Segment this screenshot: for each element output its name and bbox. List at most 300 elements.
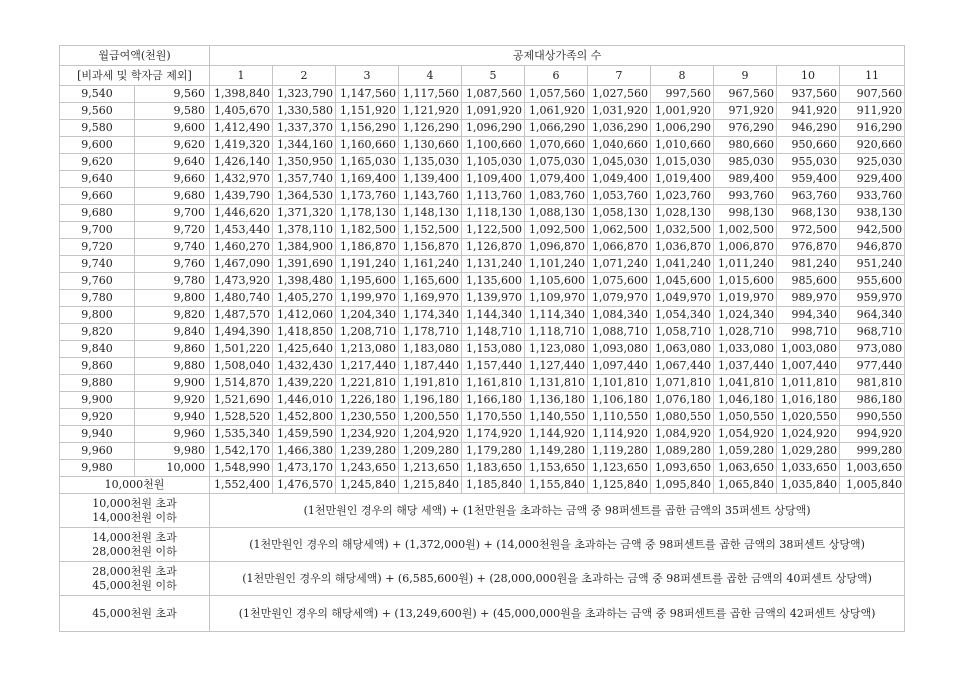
table-row xyxy=(60,239,905,256)
tax-amount: 1,384,900 xyxy=(273,239,336,256)
tax-amount: 1,174,340 xyxy=(399,307,462,324)
table-row xyxy=(60,256,905,273)
tax-amount: 1,020,550 xyxy=(777,409,840,426)
income-from: 9,760 xyxy=(60,273,135,290)
tax-amount: 1,170,550 xyxy=(462,409,525,426)
tax-amount: 1,199,970 xyxy=(336,290,399,307)
income-to: 9,600 xyxy=(135,120,210,137)
tax-amount: 1,476,570 xyxy=(273,477,336,494)
tax-amount: 1,049,400 xyxy=(588,171,651,188)
tax-amount: 985,600 xyxy=(777,273,840,290)
tax-amount: 1,178,710 xyxy=(399,324,462,341)
income-range-label xyxy=(60,494,210,528)
tax-amount: 1,151,920 xyxy=(336,103,399,120)
tax-amount: 1,196,180 xyxy=(399,392,462,409)
tax-amount: 1,063,080 xyxy=(651,341,714,358)
income-to: 9,780 xyxy=(135,273,210,290)
tax-amount: 1,191,240 xyxy=(336,256,399,273)
tax-amount: 1,487,570 xyxy=(210,307,273,324)
tax-amount: 1,035,840 xyxy=(777,477,840,494)
tax-amount: 1,439,790 xyxy=(210,188,273,205)
tax-amount: 1,221,810 xyxy=(336,375,399,392)
income-from: 9,640 xyxy=(60,171,135,188)
tax-amount: 1,160,660 xyxy=(336,137,399,154)
tax-amount: 1,028,130 xyxy=(651,205,714,222)
dependent-count-header: 6 xyxy=(525,66,588,86)
tax-amount: 1,185,840 xyxy=(462,477,525,494)
tax-amount: 1,165,600 xyxy=(399,273,462,290)
income-from: 9,920 xyxy=(60,409,135,426)
tax-amount: 937,560 xyxy=(777,86,840,103)
tax-amount: 1,002,500 xyxy=(714,222,777,239)
table-row xyxy=(60,460,905,477)
tax-amount: 1,126,870 xyxy=(462,239,525,256)
tax-amount: 1,033,650 xyxy=(777,460,840,477)
tax-amount: 1,105,030 xyxy=(462,154,525,171)
tax-amount: 998,130 xyxy=(714,205,777,222)
tax-amount: 1,024,340 xyxy=(714,307,777,324)
income-to: 9,720 xyxy=(135,222,210,239)
tax-amount: 1,126,290 xyxy=(399,120,462,137)
income-from: 9,880 xyxy=(60,375,135,392)
tax-amount: 1,054,920 xyxy=(714,426,777,443)
tax-amount: 1,548,990 xyxy=(210,460,273,477)
tax-amount: 1,095,840 xyxy=(651,477,714,494)
table-row xyxy=(60,324,905,341)
tax-amount: 1,418,850 xyxy=(273,324,336,341)
tax-amount: 985,030 xyxy=(714,154,777,171)
range-upper-bound: 45,000천원 이하 xyxy=(92,578,177,592)
tax-amount: 1,528,520 xyxy=(210,409,273,426)
tax-amount: 1,027,560 xyxy=(588,86,651,103)
tax-formula: (1천만원인 경우의 해당세액) + (1,372,000원) + (14,000천원을 초과하는 금액 중 98퍼센트를 곱한 금액의 38퍼센트 상당액) xyxy=(210,528,905,562)
income-to: 9,660 xyxy=(135,171,210,188)
tax-amount: 1,016,180 xyxy=(777,392,840,409)
tax-amount: 1,063,650 xyxy=(714,460,777,477)
tax-amount: 1,011,810 xyxy=(777,375,840,392)
tax-amount: 976,870 xyxy=(777,239,840,256)
tax-amount: 1,230,550 xyxy=(336,409,399,426)
tax-amount: 1,213,080 xyxy=(336,341,399,358)
income-from: 9,900 xyxy=(60,392,135,409)
tax-amount: 1,152,500 xyxy=(399,222,462,239)
table-row xyxy=(60,205,905,222)
tax-amount: 925,030 xyxy=(840,154,905,171)
range-lower-bound: 28,000천원 초과 xyxy=(92,564,177,578)
tax-amount: 1,036,290 xyxy=(588,120,651,137)
tax-amount: 1,183,650 xyxy=(462,460,525,477)
income-to: 9,840 xyxy=(135,324,210,341)
tax-amount: 1,143,760 xyxy=(399,188,462,205)
table-row xyxy=(60,273,905,290)
table-row xyxy=(60,171,905,188)
income-to: 9,860 xyxy=(135,341,210,358)
income-to: 9,640 xyxy=(135,154,210,171)
income-to: 9,620 xyxy=(135,137,210,154)
tax-amount: 1,105,600 xyxy=(525,273,588,290)
exclusion-note: [비과세 및 학자금 제외] xyxy=(60,66,210,86)
tax-amount: 968,130 xyxy=(777,205,840,222)
tax-amount: 1,019,400 xyxy=(651,171,714,188)
tax-amount: 1,217,440 xyxy=(336,358,399,375)
tax-amount: 1,088,710 xyxy=(588,324,651,341)
tax-amount: 1,089,280 xyxy=(651,443,714,460)
tax-amount: 1,114,340 xyxy=(525,307,588,324)
tax-amount: 1,174,920 xyxy=(462,426,525,443)
income-from: 9,940 xyxy=(60,426,135,443)
tax-amount: 1,019,970 xyxy=(714,290,777,307)
tax-amount: 971,920 xyxy=(714,103,777,120)
tax-amount: 1,066,290 xyxy=(525,120,588,137)
income-from: 9,720 xyxy=(60,239,135,256)
tax-amount: 1,006,870 xyxy=(714,239,777,256)
table-row xyxy=(60,409,905,426)
tax-amount: 1,100,660 xyxy=(462,137,525,154)
range-formula-row xyxy=(60,494,905,528)
tax-amount: 1,213,650 xyxy=(399,460,462,477)
tax-amount: 1,446,620 xyxy=(210,205,273,222)
tax-amount: 1,059,280 xyxy=(714,443,777,460)
tax-amount: 938,130 xyxy=(840,205,905,222)
tax-amount: 1,153,650 xyxy=(525,460,588,477)
tax-amount: 1,148,710 xyxy=(462,324,525,341)
tax-amount: 1,054,340 xyxy=(651,307,714,324)
tax-amount: 1,378,110 xyxy=(273,222,336,239)
income-from: 9,840 xyxy=(60,341,135,358)
table-row xyxy=(60,103,905,120)
range-lower-bound: 14,000천원 초과 xyxy=(92,530,177,544)
income-to: 9,700 xyxy=(135,205,210,222)
tax-amount: 1,508,040 xyxy=(210,358,273,375)
tax-amount: 1,398,840 xyxy=(210,86,273,103)
income-to: 9,760 xyxy=(135,256,210,273)
tax-amount: 1,432,970 xyxy=(210,171,273,188)
tax-amount: 967,560 xyxy=(714,86,777,103)
tax-amount: 1,337,370 xyxy=(273,120,336,137)
dependent-count-header: 5 xyxy=(462,66,525,86)
tax-amount: 1,084,340 xyxy=(588,307,651,324)
tax-amount: 1,166,180 xyxy=(462,392,525,409)
tax-amount: 1,050,550 xyxy=(714,409,777,426)
tax-amount: 1,432,430 xyxy=(273,358,336,375)
range-formula-row xyxy=(60,562,905,596)
tax-amount: 1,123,080 xyxy=(525,341,588,358)
tax-amount: 1,245,840 xyxy=(336,477,399,494)
income-from: 9,800 xyxy=(60,307,135,324)
income-to: 9,980 xyxy=(135,443,210,460)
tax-amount: 1,459,590 xyxy=(273,426,336,443)
tax-amount: 1,425,640 xyxy=(273,341,336,358)
dependent-count-header: 7 xyxy=(588,66,651,86)
tax-amount: 1,466,380 xyxy=(273,443,336,460)
tax-amount: 1,003,650 xyxy=(840,460,905,477)
tax-amount: 1,139,400 xyxy=(399,171,462,188)
tax-amount: 1,071,810 xyxy=(651,375,714,392)
tax-amount: 1,093,080 xyxy=(588,341,651,358)
tax-amount: 1,480,740 xyxy=(210,290,273,307)
tax-amount: 1,147,560 xyxy=(336,86,399,103)
tax-amount: 1,209,280 xyxy=(399,443,462,460)
tax-amount: 1,011,240 xyxy=(714,256,777,273)
tax-formula: (1천만원인 경우의 해당세액) + (6,585,600원) + (28,000,000원을 초과하는 금액 중 98퍼센트를 곱한 금액의 40퍼센트 상당액) xyxy=(210,562,905,596)
tax-amount: 1,097,440 xyxy=(588,358,651,375)
tax-amount: 1,153,080 xyxy=(462,341,525,358)
tax-amount: 998,710 xyxy=(777,324,840,341)
tax-amount: 1,118,130 xyxy=(462,205,525,222)
tax-amount: 1,130,660 xyxy=(399,137,462,154)
tax-amount: 1,109,400 xyxy=(462,171,525,188)
tax-amount: 1,053,760 xyxy=(588,188,651,205)
tax-amount: 1,118,710 xyxy=(525,324,588,341)
tax-formula: (1천만원인 경우의 해당 세액) + (1천만원을 초과하는 금액 중 98퍼센트를 곱한 금액의 35퍼센트 상당액) xyxy=(210,494,905,528)
income-to: 9,940 xyxy=(135,409,210,426)
table-row xyxy=(60,222,905,239)
range-formula-row xyxy=(60,528,905,562)
tax-amount: 994,920 xyxy=(840,426,905,443)
range-upper-bound: 14,000천원 이하 xyxy=(92,510,177,524)
tax-amount: 976,290 xyxy=(714,120,777,137)
tax-amount: 1,467,090 xyxy=(210,256,273,273)
tax-amount: 1,323,790 xyxy=(273,86,336,103)
tax-amount: 1,344,160 xyxy=(273,137,336,154)
range-lower-bound: 10,000천원 초과 xyxy=(92,496,177,510)
tax-amount: 1,045,600 xyxy=(651,273,714,290)
tax-amount: 1,179,280 xyxy=(462,443,525,460)
tax-amount: 929,400 xyxy=(840,171,905,188)
income-from: 9,680 xyxy=(60,205,135,222)
income-range-header: 월급여액(천원) xyxy=(60,46,210,66)
table-row xyxy=(60,154,905,171)
tax-amount: 1,087,560 xyxy=(462,86,525,103)
tax-amount: 986,180 xyxy=(840,392,905,409)
tax-amount: 1,552,400 xyxy=(210,477,273,494)
tax-amount: 955,030 xyxy=(777,154,840,171)
income-range-label xyxy=(60,528,210,562)
dependents-header: 공제대상가족의 수 xyxy=(210,46,905,66)
dependent-count-header: 2 xyxy=(273,66,336,86)
tax-amount: 1,182,500 xyxy=(336,222,399,239)
tax-amount: 1,070,660 xyxy=(525,137,588,154)
tax-amount: 977,440 xyxy=(840,358,905,375)
tax-amount: 1,067,440 xyxy=(651,358,714,375)
tax-amount: 999,280 xyxy=(840,443,905,460)
tax-amount: 1,391,690 xyxy=(273,256,336,273)
tax-amount: 1,123,650 xyxy=(588,460,651,477)
tax-amount: 1,501,220 xyxy=(210,341,273,358)
tax-amount: 1,080,550 xyxy=(651,409,714,426)
tax-amount: 1,453,440 xyxy=(210,222,273,239)
tax-amount: 916,290 xyxy=(840,120,905,137)
tax-amount: 1,093,650 xyxy=(651,460,714,477)
tax-amount: 1,165,030 xyxy=(336,154,399,171)
tax-amount: 1,061,920 xyxy=(525,103,588,120)
tax-amount: 1,350,950 xyxy=(273,154,336,171)
income-from: 9,540 xyxy=(60,86,135,103)
tax-amount: 1,208,710 xyxy=(336,324,399,341)
tax-amount: 1,140,550 xyxy=(525,409,588,426)
tax-table-document xyxy=(59,45,905,632)
withholding-tax-table xyxy=(59,45,905,632)
income-range-label xyxy=(60,562,210,596)
tax-amount: 1,371,320 xyxy=(273,205,336,222)
tax-amount: 972,500 xyxy=(777,222,840,239)
tax-amount: 1,040,660 xyxy=(588,137,651,154)
tax-amount: 1,452,800 xyxy=(273,409,336,426)
tax-amount: 1,024,920 xyxy=(777,426,840,443)
tax-amount: 1,065,840 xyxy=(714,477,777,494)
tax-amount: 964,340 xyxy=(840,307,905,324)
dependent-count-header: 10 xyxy=(777,66,840,86)
tax-amount: 942,500 xyxy=(840,222,905,239)
tax-amount: 1,364,530 xyxy=(273,188,336,205)
income-from: 9,740 xyxy=(60,256,135,273)
tax-amount: 1,046,180 xyxy=(714,392,777,409)
tax-amount: 1,243,650 xyxy=(336,460,399,477)
tax-amount: 1,075,600 xyxy=(588,273,651,290)
tax-amount: 1,015,600 xyxy=(714,273,777,290)
tax-amount: 1,041,240 xyxy=(651,256,714,273)
tax-amount: 1,419,320 xyxy=(210,137,273,154)
range-lower-bound: 45,000천원 초과 xyxy=(92,606,177,620)
tax-amount: 1,412,060 xyxy=(273,307,336,324)
tax-amount: 1,033,080 xyxy=(714,341,777,358)
dependent-count-header: 11 xyxy=(840,66,905,86)
tax-amount: 1,156,870 xyxy=(399,239,462,256)
tax-amount: 1,155,840 xyxy=(525,477,588,494)
tax-amount: 1,088,130 xyxy=(525,205,588,222)
table-row xyxy=(60,307,905,324)
tax-amount: 1,460,270 xyxy=(210,239,273,256)
income-from: 9,560 xyxy=(60,103,135,120)
dependent-count-header: 8 xyxy=(651,66,714,86)
tax-amount: 1,535,340 xyxy=(210,426,273,443)
table-row xyxy=(60,426,905,443)
tax-amount: 1,131,810 xyxy=(525,375,588,392)
tax-amount: 1,075,030 xyxy=(525,154,588,171)
income-from: 9,960 xyxy=(60,443,135,460)
table-row xyxy=(60,477,905,494)
tax-amount: 1,357,740 xyxy=(273,171,336,188)
tax-amount: 1,114,920 xyxy=(588,426,651,443)
tax-amount: 1,079,970 xyxy=(588,290,651,307)
tax-amount: 981,810 xyxy=(840,375,905,392)
tax-amount: 1,135,600 xyxy=(462,273,525,290)
tax-amount: 1,032,500 xyxy=(651,222,714,239)
dependent-count-header: 3 xyxy=(336,66,399,86)
income-to: 9,960 xyxy=(135,426,210,443)
tax-amount: 1,183,080 xyxy=(399,341,462,358)
tax-amount: 968,710 xyxy=(840,324,905,341)
income-to: 9,560 xyxy=(135,86,210,103)
tax-amount: 1,144,340 xyxy=(462,307,525,324)
tax-amount: 1,045,030 xyxy=(588,154,651,171)
tax-amount: 933,760 xyxy=(840,188,905,205)
tax-amount: 1,084,920 xyxy=(651,426,714,443)
tax-amount: 959,400 xyxy=(777,171,840,188)
tax-amount: 1,200,550 xyxy=(399,409,462,426)
income-to: 9,740 xyxy=(135,239,210,256)
income-to: 9,680 xyxy=(135,188,210,205)
tax-amount: 1,096,870 xyxy=(525,239,588,256)
tax-amount: 1,023,760 xyxy=(651,188,714,205)
tax-amount: 1,079,400 xyxy=(525,171,588,188)
tax-amount: 990,550 xyxy=(840,409,905,426)
tax-amount: 959,970 xyxy=(840,290,905,307)
table-row xyxy=(60,341,905,358)
tax-amount: 1,121,920 xyxy=(399,103,462,120)
income-from: 9,780 xyxy=(60,290,135,307)
table-row xyxy=(60,86,905,103)
tax-amount: 1,058,710 xyxy=(651,324,714,341)
tax-amount: 941,920 xyxy=(777,103,840,120)
tax-amount: 1,119,280 xyxy=(588,443,651,460)
table-row xyxy=(60,188,905,205)
tax-amount: 1,215,840 xyxy=(399,477,462,494)
table-row xyxy=(60,375,905,392)
tax-amount: 989,400 xyxy=(714,171,777,188)
tax-amount: 1,125,840 xyxy=(588,477,651,494)
tax-amount: 1,169,400 xyxy=(336,171,399,188)
tax-amount: 1,096,290 xyxy=(462,120,525,137)
tax-amount: 1,161,810 xyxy=(462,375,525,392)
tax-amount: 993,760 xyxy=(714,188,777,205)
tax-amount: 994,340 xyxy=(777,307,840,324)
tax-amount: 1,041,810 xyxy=(714,375,777,392)
income-to: 10,000 xyxy=(135,460,210,477)
tax-amount: 951,240 xyxy=(840,256,905,273)
income-from: 9,860 xyxy=(60,358,135,375)
income-to: 9,580 xyxy=(135,103,210,120)
tax-amount: 989,970 xyxy=(777,290,840,307)
tax-amount: 1,003,080 xyxy=(777,341,840,358)
tax-amount: 1,157,440 xyxy=(462,358,525,375)
income-from: 9,580 xyxy=(60,120,135,137)
tax-amount: 1,071,240 xyxy=(588,256,651,273)
tax-amount: 1,156,290 xyxy=(336,120,399,137)
income-to: 9,900 xyxy=(135,375,210,392)
tax-amount: 955,600 xyxy=(840,273,905,290)
tax-amount: 1,062,500 xyxy=(588,222,651,239)
tax-amount: 1,007,440 xyxy=(777,358,840,375)
income-range-label xyxy=(60,596,210,632)
tax-amount: 1,149,280 xyxy=(525,443,588,460)
table-row xyxy=(60,358,905,375)
dependent-count-header: 9 xyxy=(714,66,777,86)
tax-amount: 1,001,920 xyxy=(651,103,714,120)
tax-amount: 1,135,030 xyxy=(399,154,462,171)
tax-amount: 1,110,550 xyxy=(588,409,651,426)
tax-amount: 1,542,170 xyxy=(210,443,273,460)
tax-amount: 1,139,970 xyxy=(462,290,525,307)
income-from: 9,980 xyxy=(60,460,135,477)
tax-amount: 1,204,920 xyxy=(399,426,462,443)
tax-amount: 1,144,920 xyxy=(525,426,588,443)
tax-amount: 1,127,440 xyxy=(525,358,588,375)
income-to: 9,820 xyxy=(135,307,210,324)
income-from: 9,660 xyxy=(60,188,135,205)
table-row xyxy=(60,443,905,460)
dependent-count-header: 4 xyxy=(399,66,462,86)
tax-amount: 1,015,030 xyxy=(651,154,714,171)
tax-amount: 980,660 xyxy=(714,137,777,154)
income-to: 9,800 xyxy=(135,290,210,307)
income-from: 9,820 xyxy=(60,324,135,341)
tax-amount: 963,760 xyxy=(777,188,840,205)
tax-amount: 1,136,180 xyxy=(525,392,588,409)
tax-amount: 1,412,490 xyxy=(210,120,273,137)
tax-amount: 1,191,810 xyxy=(399,375,462,392)
tax-amount: 1,010,660 xyxy=(651,137,714,154)
